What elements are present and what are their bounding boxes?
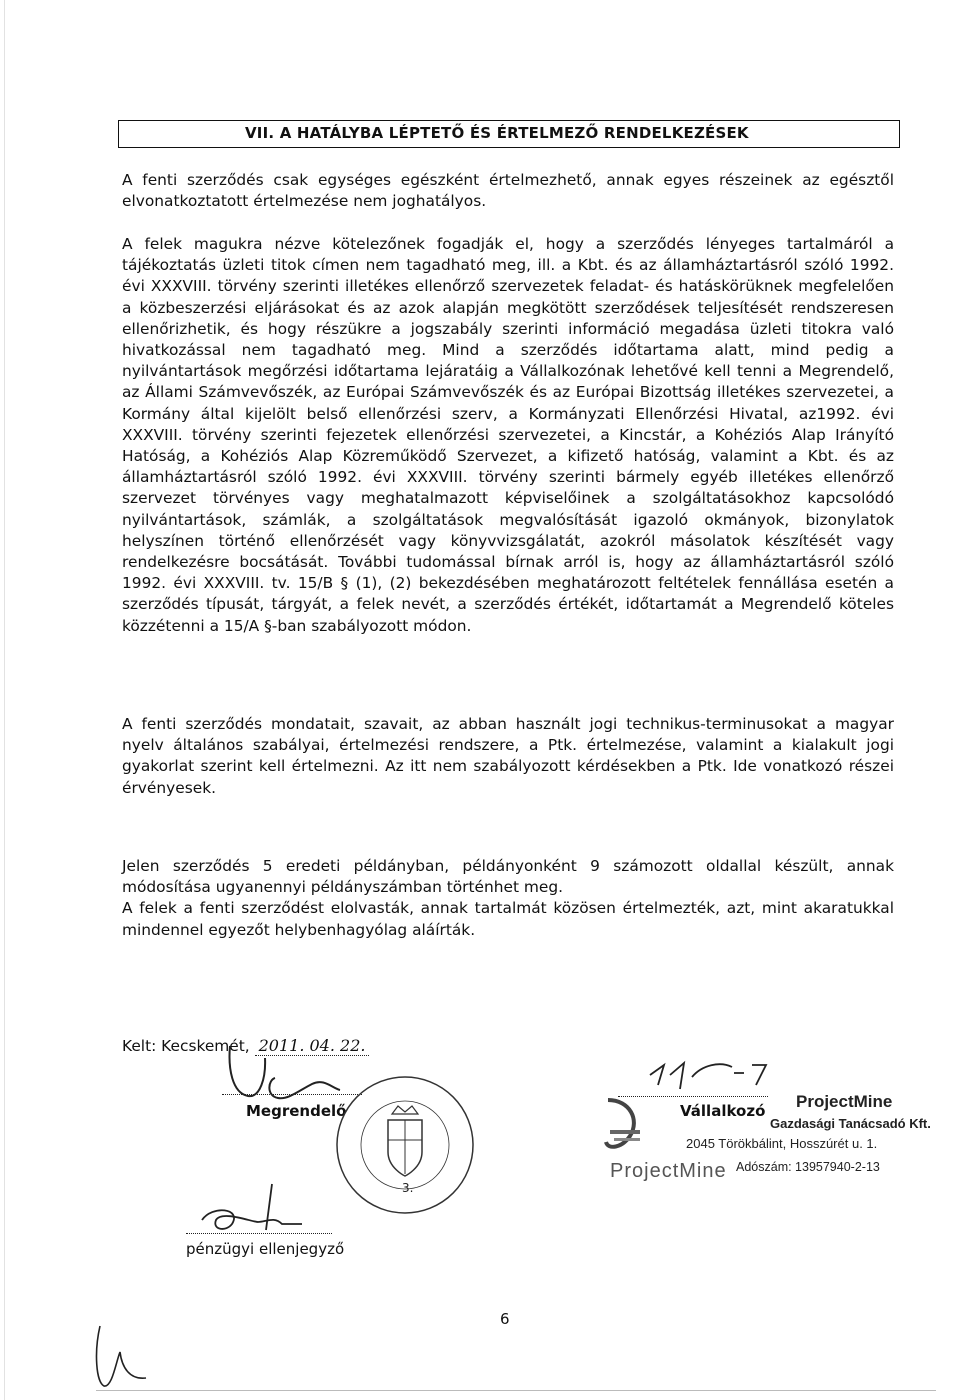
section-heading: VII. A HATÁLYBA LÉPTETŐ ÉS ÉRTELMEZŐ RENDELKEZÉSEK [245,124,749,142]
paragraph-3: A fenti szerződés mondatait, szavait, az abban használt jogi technikus-terminusokat a magyar nyelv általános szabályai, értelmezési rendszere, a Ptk. értelmezése, valamint a kialakult jogi gyakorlat szerint kell értelmezni. Az itt nem szabályozott kérdésekben a Ptk. Ide vonatkozó részei érvényesek. [122,715,894,797]
paragraph-2: A felek magukra nézve kötelezőnek fogadják el, hogy a szerződés lényeges tartalmáról a tájékoztatás üzleti titok címen nem tagadható meg, ill. a Kbt. és az államháztartásról szóló 1992. évi XXXVIII. törvény szerinti illetékes ellenőrző szervezetek feladat- és hatáskörüknek megfelelően a közbeszerzési eljárásokat és az azok alapján megkötött szerződések teljesítését rendszeresen ellenőrizhetik, és hogy részükre a jogszabály szerinti információ megadása üzleti titokra való hivatkozással nem tagadható meg. Mind a szerződés időtartama alatt, mind pedig a nyilvántartások megőrzési időtartama lejáratáig a Vállalkozónak lehetővé kell tenni a Megrendelő, az Állami Számvevőszék, az Európai Számvevőszék és az Európai Bizottság illetékes szervezetei, a Kormány által kijelölt belső ellenőrzési szerv, a Kormányzati Ellenőrzési Hivatal, az1992. évi XXXVIII. törvény szerinti fejezetek ellenőrzési szervezetei, a Kincstár, a Kohéziós Alap Irányító Hatóság, a Kohéziós Alap Közreműködő Szervezet, a kifizető hatóság, valamint a Kbt. és az államháztartásról szóló 1992. évi XXXVIII. törvény szerinti bármely egyéb illetékes ellenőrző szervezet törvényes vagy meghatalmazott képviselőinek a szolgáltatásokhoz kapcsolódó nyilvántartások, számlák, a szolgáltatások megvalósítását igazoló okmányok, bizonylatok helyszínen történő ellenőrzését vagy könyvvizsgálatát, azokról másolatok készítését vagy rendelkezésre bocsátását. További tudomással bírnak arról is, hogy az államháztartásról szóló 1992. évi XXXVIII. tv. 15/B § (1), (2) bekezdésében meghatározott feltételek fennállása esetén a szerződés típusát, tárgyát, a felek nevét, a szerződés értékét, időtartamát a Megrendelő köteles közzétenni a 15/A §-ban szabályozott módon. [122,235,894,635]
scan-left-edge [4,0,5,1400]
penzugyi-signature-line [186,1233,332,1234]
stamp-number: 3. [402,1181,414,1195]
penzugyi-label: pénzügyi ellenjegyző [186,1240,345,1258]
penzugyi-signature [182,1180,342,1240]
paragraph-4: Jelen szerződés 5 eredeti példányban, példányonként 9 számozott oldallal készült, annak módosítása ugyanennyi példányszámban történhet meg. A felek a fenti szerződést elolvasták, annak tartalmát közösen értelmezték, azt, mint akaratukkal mindennel egyezőt helybenhagyólag aláírták. [122,857,894,939]
company-tax-number: Adószám: 13957940-2-13 [736,1160,880,1174]
company-brand-bottom: ProjectMine [610,1160,727,1182]
vallalkozo-label: Vállalkozó [680,1102,766,1120]
paragraph-1: A fenti szerződés csak egységes egészként értelmezhető, annak egyes részeinek az egésztől elvonatkoztatott értelmezése nem joghatályos. [122,171,894,211]
company-name: Gazdasági Tanácsadó Kft. [770,1116,931,1131]
company-address: 2045 Törökbálint, Hosszúrét u. 1. [686,1136,878,1151]
official-round-stamp [330,1070,480,1220]
kelt-date: 2011. 04. 22. [255,1036,370,1056]
scan-edge-line [96,1390,936,1391]
megrendelo-label: Megrendelő [246,1102,347,1120]
kelt-label: Kelt: Kecskemét, [122,1037,250,1055]
company-logo-icon [600,1090,650,1160]
initials-signature [86,1322,166,1392]
company-brand-top: ProjectMine [796,1092,893,1111]
page-number: 6 [500,1310,510,1328]
